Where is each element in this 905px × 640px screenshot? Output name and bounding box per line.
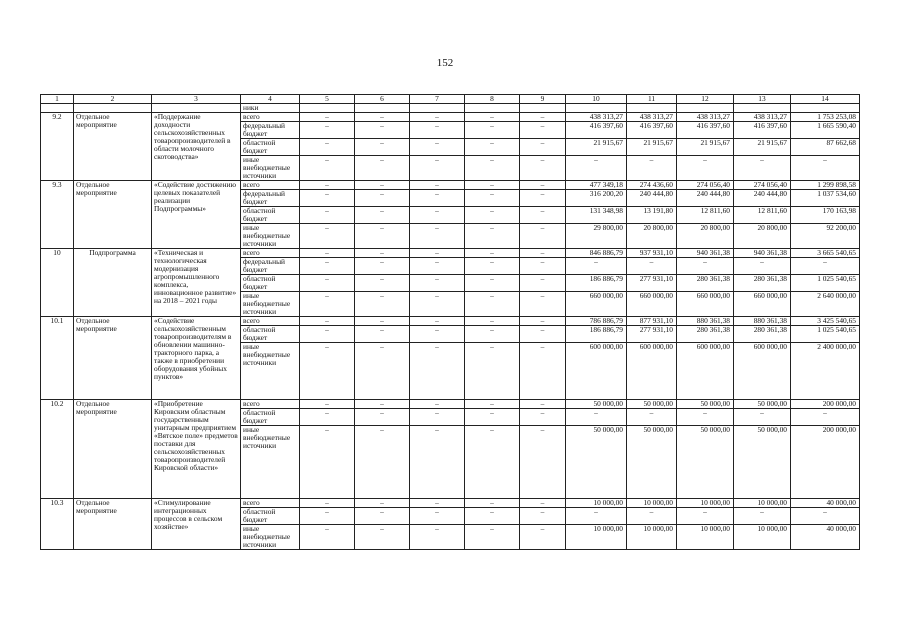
empty-year-cell: – (355, 409, 410, 426)
funding-source: федеральный бюджет (241, 258, 300, 275)
table-row (41, 400, 860, 409)
header-cell: 14 (791, 95, 860, 104)
empty-year-cell: – (355, 275, 410, 292)
funding-source: иные внебюджетные источники (241, 343, 300, 400)
empty-year-cell: – (465, 426, 520, 499)
empty-year-cell: – (410, 122, 465, 139)
empty-year-cell: – (355, 113, 410, 122)
empty-year-cell: – (520, 139, 566, 156)
empty-year-cell: – (300, 426, 355, 499)
funding-source: иные внебюджетные источники (241, 224, 300, 249)
empty-year-cell: – (355, 508, 410, 525)
empty-year-cell: – (520, 326, 566, 343)
total-value: 200 000,00 (791, 426, 860, 499)
empty-year-cell: – (465, 224, 520, 249)
item-name: «Техническая и технологическая модернизация агропромышленного комплекса, инновационное развитие» на 2018 – 2021 годы (152, 249, 241, 317)
total-value: – (791, 258, 860, 275)
item-name: «Приобретение Кировским областным государственным унитарным предприятием «Вятское поле» предметов поставки для сельскохозяйственных товаропроизводителей Кировской области» (152, 400, 241, 499)
year-value: 10 000,00 (677, 499, 734, 508)
year-value: 600 000,00 (566, 343, 627, 400)
empty-year-cell: – (300, 181, 355, 190)
empty-year-cell: – (355, 224, 410, 249)
year-value: 280 361,38 (734, 275, 791, 292)
year-value: – (734, 409, 791, 426)
total-value: 200 000,00 (791, 400, 860, 409)
empty-year-cell: – (355, 207, 410, 224)
empty-year-cell: – (300, 525, 355, 550)
year-value: 50 000,00 (566, 426, 627, 499)
empty-year-cell: – (300, 258, 355, 275)
header-cell: 10 (566, 95, 627, 104)
table-row (41, 181, 860, 190)
item-number: 10.1 (41, 317, 74, 400)
empty-year-cell: – (520, 224, 566, 249)
header-cell: 2 (74, 95, 152, 104)
year-value: 10 000,00 (627, 525, 677, 550)
budget-table (40, 94, 860, 550)
empty-year-cell: – (520, 258, 566, 275)
empty-year-cell: – (520, 525, 566, 550)
year-value: 316 200,20 (566, 190, 627, 207)
header-cell: 13 (734, 95, 791, 104)
empty-year-cell: – (300, 508, 355, 525)
empty-year-cell: – (355, 156, 410, 181)
year-value: 660 000,00 (566, 292, 627, 317)
year-value: 12 811,60 (734, 207, 791, 224)
empty-year-cell: – (300, 249, 355, 258)
year-value: 10 000,00 (627, 499, 677, 508)
year-value: 10 000,00 (566, 499, 627, 508)
year-value: 50 000,00 (627, 400, 677, 409)
year-value: 50 000,00 (677, 426, 734, 499)
empty-year-cell: – (300, 499, 355, 508)
year-value: 660 000,00 (734, 292, 791, 317)
header-cell: 4 (241, 95, 300, 104)
year-value: 10 000,00 (734, 525, 791, 550)
empty-year-cell: – (520, 207, 566, 224)
header-cell: 11 (627, 95, 677, 104)
year-value: 940 361,38 (677, 249, 734, 258)
empty-year-cell: – (465, 292, 520, 317)
year-value: 416 397,60 (627, 122, 677, 139)
item-type: Отдельное мероприятие (74, 113, 152, 181)
year-value: 50 000,00 (734, 426, 791, 499)
empty-year-cell: – (520, 275, 566, 292)
year-value: 21 915,67 (566, 139, 627, 156)
year-value: 274 056,40 (734, 181, 791, 190)
year-value: 186 886,79 (566, 326, 627, 343)
total-value: – (791, 409, 860, 426)
empty-year-cell: – (355, 258, 410, 275)
funding-source: областной бюджет (241, 139, 300, 156)
continuation-row (41, 104, 860, 113)
empty-year-cell: – (465, 525, 520, 550)
funding-source: областной бюджет (241, 207, 300, 224)
item-type: Отдельное мероприятие (74, 181, 152, 249)
empty-year-cell: – (300, 113, 355, 122)
empty-year-cell: – (465, 326, 520, 343)
funding-source: областной бюджет (241, 508, 300, 525)
total-value: 2 400 000,00 (791, 343, 860, 400)
year-value: 13 191,80 (627, 207, 677, 224)
funding-source: областной бюджет (241, 409, 300, 426)
empty-year-cell: – (520, 343, 566, 400)
empty-year-cell: – (410, 249, 465, 258)
funding-source: всего (241, 317, 300, 326)
empty-year-cell: – (355, 190, 410, 207)
total-value: 40 000,00 (791, 525, 860, 550)
empty-year-cell: – (465, 258, 520, 275)
empty-year-cell: – (520, 292, 566, 317)
empty-year-cell: – (300, 326, 355, 343)
year-value: 416 397,60 (734, 122, 791, 139)
empty-year-cell: – (410, 292, 465, 317)
total-value: 1 299 898,58 (791, 181, 860, 190)
year-value: 786 886,79 (566, 317, 627, 326)
empty-year-cell: – (465, 139, 520, 156)
year-value: 21 915,67 (677, 139, 734, 156)
empty-year-cell: – (520, 122, 566, 139)
empty-year-cell: – (465, 156, 520, 181)
header-cell: 12 (677, 95, 734, 104)
year-value: 10 000,00 (566, 525, 627, 550)
year-value: 438 313,27 (566, 113, 627, 122)
total-value: 2 640 000,00 (791, 292, 860, 317)
year-value: 280 361,38 (734, 326, 791, 343)
empty-year-cell: – (300, 292, 355, 317)
empty-year-cell: – (520, 156, 566, 181)
funding-source: федеральный бюджет (241, 190, 300, 207)
year-value: 10 000,00 (677, 525, 734, 550)
empty-year-cell: – (300, 156, 355, 181)
item-type: Подпрограмма (74, 249, 152, 317)
header-cell: 9 (520, 95, 566, 104)
funding-source: областной бюджет (241, 326, 300, 343)
item-type: Отдельное мероприятие (74, 317, 152, 400)
year-value: – (627, 156, 677, 181)
empty-year-cell: – (300, 275, 355, 292)
year-value: 240 444,80 (734, 190, 791, 207)
empty-year-cell: – (465, 409, 520, 426)
year-value: 880 361,38 (734, 317, 791, 326)
header-cell: 5 (300, 95, 355, 104)
year-value: 274 056,40 (677, 181, 734, 190)
total-value: 1 753 253,08 (791, 113, 860, 122)
empty-year-cell: – (300, 224, 355, 249)
empty-year-cell: – (300, 190, 355, 207)
header-cell: 1 (41, 95, 74, 104)
empty-year-cell: – (520, 426, 566, 499)
empty-year-cell: – (520, 317, 566, 326)
item-number: 9.3 (41, 181, 74, 249)
year-value: 660 000,00 (677, 292, 734, 317)
empty-year-cell: – (410, 525, 465, 550)
year-value: – (627, 409, 677, 426)
total-value: 40 000,00 (791, 499, 860, 508)
year-value: 416 397,60 (566, 122, 627, 139)
year-value: 600 000,00 (734, 343, 791, 400)
year-value: – (566, 258, 627, 275)
empty-year-cell: – (465, 400, 520, 409)
empty-year-cell: – (520, 190, 566, 207)
header-cell: 3 (152, 95, 241, 104)
empty-year-cell: – (300, 343, 355, 400)
empty-year-cell: – (465, 207, 520, 224)
item-type: Отдельное мероприятие (74, 499, 152, 550)
total-value: 3 425 540,65 (791, 317, 860, 326)
empty-year-cell: – (300, 122, 355, 139)
continuation-text: ники (241, 104, 300, 113)
empty-year-cell: – (300, 400, 355, 409)
year-value: 438 313,27 (734, 113, 791, 122)
empty-year-cell: – (410, 426, 465, 499)
year-value: 20 800,00 (627, 224, 677, 249)
empty-year-cell: – (520, 400, 566, 409)
empty-year-cell: – (410, 113, 465, 122)
year-value: – (627, 258, 677, 275)
year-value: 131 348,98 (566, 207, 627, 224)
empty-year-cell: – (300, 207, 355, 224)
empty-year-cell: – (355, 181, 410, 190)
empty-year-cell: – (300, 139, 355, 156)
funding-source: всего (241, 400, 300, 409)
item-name: «Содействие достижению целевых показателей реализации Подпрограммы» (152, 181, 241, 249)
year-value: 50 000,00 (566, 400, 627, 409)
item-number: 9.2 (41, 113, 74, 181)
empty-year-cell: – (410, 207, 465, 224)
item-name: «Стимулирование интеграционных процессов в сельском хозяйстве» (152, 499, 241, 550)
year-value: 660 000,00 (627, 292, 677, 317)
table-row (41, 317, 860, 326)
empty-year-cell: – (520, 181, 566, 190)
empty-year-cell: – (410, 499, 465, 508)
empty-year-cell: – (520, 499, 566, 508)
total-value: 1 025 540,65 (791, 326, 860, 343)
header-cell: 8 (465, 95, 520, 104)
year-value: 880 361,38 (677, 317, 734, 326)
year-value: – (677, 508, 734, 525)
year-value: – (734, 156, 791, 181)
year-value: 600 000,00 (627, 343, 677, 400)
year-value: 274 436,60 (627, 181, 677, 190)
year-value: 280 361,38 (677, 275, 734, 292)
empty-year-cell: – (465, 122, 520, 139)
funding-source: иные внебюджетные источники (241, 525, 300, 550)
year-value: 600 000,00 (677, 343, 734, 400)
empty-year-cell: – (465, 249, 520, 258)
empty-year-cell: – (410, 326, 465, 343)
funding-source: областной бюджет (241, 275, 300, 292)
year-value: 846 886,79 (566, 249, 627, 258)
funding-source: иные внебюджетные источники (241, 292, 300, 317)
total-value: 170 163,98 (791, 207, 860, 224)
year-value: 186 886,79 (566, 275, 627, 292)
year-value: 937 931,10 (627, 249, 677, 258)
item-number: 10 (41, 249, 74, 317)
year-value: – (566, 409, 627, 426)
year-value: 21 915,67 (734, 139, 791, 156)
year-value: 280 361,38 (677, 326, 734, 343)
year-value: 21 915,67 (627, 139, 677, 156)
empty-year-cell: – (465, 113, 520, 122)
total-value: 1 037 534,60 (791, 190, 860, 207)
year-value: 29 800,00 (566, 224, 627, 249)
total-value: – (791, 508, 860, 525)
year-value: 240 444,80 (677, 190, 734, 207)
table-row (41, 249, 860, 258)
total-value: – (791, 156, 860, 181)
empty-year-cell: – (355, 426, 410, 499)
year-value: 50 000,00 (627, 426, 677, 499)
header-row (41, 95, 860, 104)
funding-source: всего (241, 113, 300, 122)
empty-year-cell: – (410, 317, 465, 326)
empty-year-cell: – (300, 317, 355, 326)
year-value: 877 931,10 (627, 317, 677, 326)
year-value: 277 931,10 (627, 326, 677, 343)
empty-year-cell: – (410, 181, 465, 190)
year-value: – (566, 508, 627, 525)
year-value: – (677, 156, 734, 181)
year-value: 477 349,18 (566, 181, 627, 190)
funding-source: всего (241, 499, 300, 508)
header-cell: 6 (355, 95, 410, 104)
year-value: 10 000,00 (734, 499, 791, 508)
empty-year-cell: – (355, 122, 410, 139)
table-row (41, 499, 860, 508)
table-body (41, 104, 860, 550)
year-value: – (734, 258, 791, 275)
year-value: 20 800,00 (734, 224, 791, 249)
empty-year-cell: – (520, 249, 566, 258)
empty-year-cell: – (410, 139, 465, 156)
funding-source: иные внебюджетные источники (241, 156, 300, 181)
year-value: 416 397,60 (677, 122, 734, 139)
item-number: 10.3 (41, 499, 74, 550)
year-value: 12 811,60 (677, 207, 734, 224)
year-value: 50 000,00 (734, 400, 791, 409)
empty-year-cell: – (410, 156, 465, 181)
empty-year-cell: – (355, 317, 410, 326)
total-value: 1 025 540,65 (791, 275, 860, 292)
total-value: 1 665 590,40 (791, 122, 860, 139)
empty-year-cell: – (520, 409, 566, 426)
empty-year-cell: – (410, 343, 465, 400)
year-value: – (627, 508, 677, 525)
empty-year-cell: – (355, 499, 410, 508)
empty-year-cell: – (355, 139, 410, 156)
empty-year-cell: – (300, 409, 355, 426)
empty-year-cell: – (410, 190, 465, 207)
empty-year-cell: – (465, 508, 520, 525)
empty-year-cell: – (410, 258, 465, 275)
year-value: 50 000,00 (677, 400, 734, 409)
empty-year-cell: – (410, 508, 465, 525)
year-value: 240 444,80 (627, 190, 677, 207)
header-cell: 7 (410, 95, 465, 104)
empty-year-cell: – (410, 224, 465, 249)
empty-year-cell: – (355, 292, 410, 317)
year-value: – (734, 508, 791, 525)
year-value: – (677, 258, 734, 275)
empty-year-cell: – (355, 343, 410, 400)
empty-year-cell: – (355, 525, 410, 550)
empty-year-cell: – (465, 317, 520, 326)
table-row (41, 113, 860, 122)
empty-year-cell: – (410, 409, 465, 426)
funding-source: федеральный бюджет (241, 122, 300, 139)
total-value: 87 662,68 (791, 139, 860, 156)
year-value: 438 313,27 (677, 113, 734, 122)
year-value: – (677, 409, 734, 426)
item-name: «Поддержание доходности сельскохозяйственных товаропроизводителей в области молочного скотоводства» (152, 113, 241, 181)
empty-year-cell: – (465, 181, 520, 190)
item-name: «Содействие сельскохозяйственным товаропроизводителям в обновлении машинно-тракторного парка, а также в приобретении оборудования убойных пунктов» (152, 317, 241, 400)
empty-year-cell: – (355, 326, 410, 343)
funding-source: иные внебюджетные источники (241, 426, 300, 499)
empty-year-cell: – (410, 275, 465, 292)
empty-year-cell: – (355, 400, 410, 409)
total-value: 92 200,00 (791, 224, 860, 249)
empty-year-cell: – (465, 190, 520, 207)
empty-year-cell: – (355, 249, 410, 258)
page-number: 152 (436, 57, 454, 69)
item-number: 10.2 (41, 400, 74, 499)
year-value: 20 800,00 (677, 224, 734, 249)
year-value: 940 361,38 (734, 249, 791, 258)
year-value: – (566, 156, 627, 181)
year-value: 277 931,10 (627, 275, 677, 292)
empty-year-cell: – (465, 275, 520, 292)
total-value: 3 665 540,65 (791, 249, 860, 258)
year-value: 438 313,27 (627, 113, 677, 122)
item-type: Отдельное мероприятие (74, 400, 152, 499)
empty-year-cell: – (465, 499, 520, 508)
empty-year-cell: – (465, 343, 520, 400)
funding-source: всего (241, 181, 300, 190)
empty-year-cell: – (410, 400, 465, 409)
funding-source: всего (241, 249, 300, 258)
empty-year-cell: – (520, 508, 566, 525)
empty-year-cell: – (520, 113, 566, 122)
